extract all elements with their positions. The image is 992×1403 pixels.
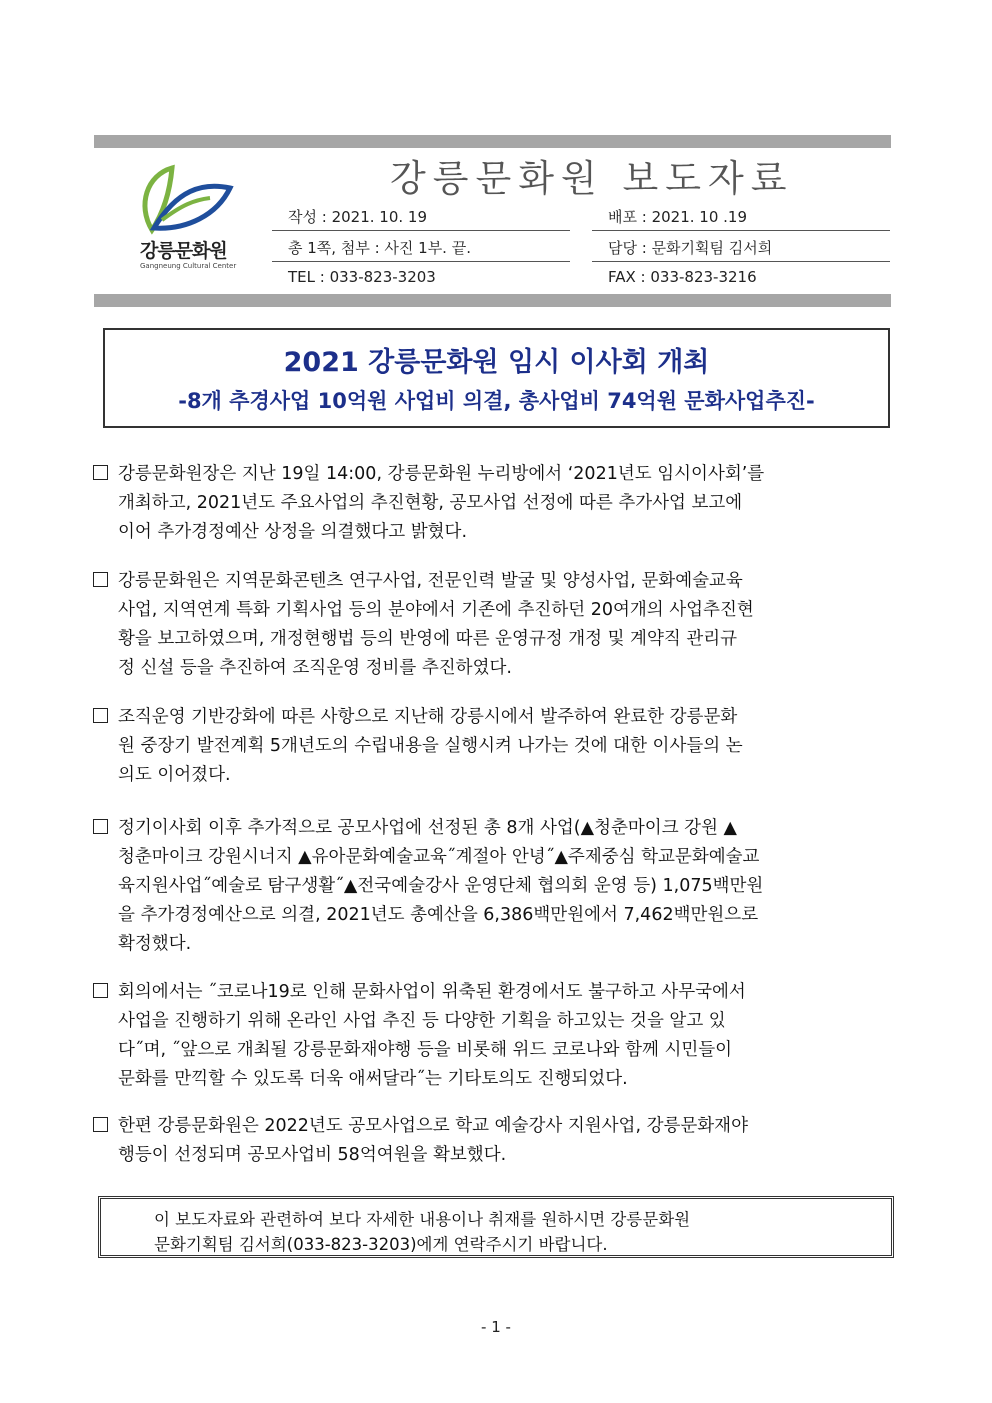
paragraph-line: 정 신설 등을 추진하여 조직운영 정비를 추진하였다.: [118, 658, 512, 678]
header-bottom-bar: [94, 294, 891, 307]
contact-line-1: 이 보도자료와 관련하여 보다 자세한 내용이나 취재를 원하시면 강릉문화원: [154, 1210, 691, 1229]
page-count: 총 1쪽, 첨부 : 사진 1부. 끝.: [288, 239, 471, 257]
paragraph-3: [93, 703, 898, 790]
paragraph-line: 문화를 만끽할 수 있도록 더욱 애써달라˝는 기타토의도 진행되었다.: [118, 1069, 628, 1089]
paragraph-line: 강릉문화원장은 지난 19일 14:00, 강릉문화원 누리방에서 ‘2021년도 임시이사회’를: [118, 464, 765, 484]
headline-subtitle: -8개 추경사업 10억원 사업비 의결, 총사업비 74억원 문화사업추진-: [178, 389, 815, 413]
contact-line-2: 문화기획팀 김서희(033-823-3203)에게 연락주시기 바랍니다.: [154, 1235, 608, 1254]
meta-divider: [592, 261, 890, 262]
fax-number: FAX : 033-823-3216: [608, 268, 757, 286]
checkbox-bullet-icon: [93, 1117, 108, 1132]
contact-box: [98, 1196, 894, 1258]
paragraph-line: 사업, 지역연계 특화 기획사업 등의 분야에서 기존에 추진하던 20여개의 사업추진현: [118, 600, 754, 620]
paragraph-line: 사업을 진행하기 위해 온라인 사업 추진 등 다양한 기획을 하고있는 것을 알고 있: [118, 1011, 726, 1031]
contact-person: 담당 : 문화기획팀 김서희: [608, 239, 773, 257]
paragraph-line: 이어 추가경정예산 상정을 의결했다고 밝혔다.: [118, 522, 468, 542]
paragraph-line: 황을 보고하였으며, 개정현행법 등의 반영에 따른 운영규정 개정 및 계약직 관리규: [118, 629, 738, 649]
checkbox-bullet-icon: [93, 983, 108, 998]
paragraph-line: 육지원사업˝예술로 탐구생활˝▲전국예술강사 운영단체 협의회 운영 등) 1,075백만원: [118, 876, 764, 896]
paragraph-line: 강릉문화원은 지역문화콘텐츠 연구사업, 전문인력 발굴 및 양성사업, 문화예술교육: [118, 571, 743, 591]
paragraph-line: 원 중장기 발전계획 5개년도의 수립내용을 실행시켜 나가는 것에 대한 이사들의 논: [118, 736, 743, 756]
paragraph-line: 정기이사회 이후 추가적으로 공모사업에 선정된 총 8개 사업(▲청춘마이크 강원 ▲: [118, 818, 737, 838]
distribution-date: 배포 : 2021. 10 .19: [608, 208, 747, 226]
checkbox-bullet-icon: [93, 572, 108, 587]
tel-number: TEL : 033-823-3203: [288, 268, 436, 286]
paragraph-line: 한편 강릉문화원은 2022년도 공모사업으로 학교 예술강사 지원사업, 강릉문화재야: [118, 1116, 748, 1136]
paragraph-6: [93, 1112, 898, 1170]
meta-divider: [272, 261, 570, 262]
paragraph-line: 행등이 선정되며 공모사업비 58억여원을 확보했다.: [118, 1145, 507, 1165]
headline-title: 2021 강릉문화원 임시 이사회 개최: [283, 347, 710, 378]
checkbox-bullet-icon: [93, 465, 108, 480]
page-number: - 1 -: [481, 1318, 511, 1336]
paragraph-line: 개최하고, 2021년도 주요사업의 추진현황, 공모사업 선정에 따른 추가사업 보고에: [118, 493, 743, 513]
paragraph-line: 의도 이어졌다.: [118, 765, 231, 785]
paragraph-line: 조직운영 기반강화에 따른 사항으로 지난해 강릉시에서 발주하여 완료한 강릉문화: [118, 707, 738, 727]
meta-divider: [272, 230, 570, 231]
paragraph-5: [93, 978, 898, 1094]
paragraph-1: [93, 460, 898, 547]
document-title: 강릉문화원 보도자료: [390, 157, 794, 200]
meta-divider: [592, 230, 890, 231]
checkbox-bullet-icon: [93, 819, 108, 834]
paragraph-line: 을 추가경정예산으로 의결, 2021년도 총예산을 6,386백만원에서 7,462백만원으로: [118, 905, 759, 925]
headline-box: [103, 328, 890, 428]
paragraph-2: [93, 567, 898, 683]
paragraph-line: 회의에서는 ˝코로나19로 인해 문화사업이 위축된 환경에서도 불구하고 사무국에서: [118, 982, 746, 1002]
written-date: 작성 : 2021. 10. 19: [288, 208, 427, 226]
logo-name: 강릉문화원: [140, 240, 227, 262]
paragraph-line: 청춘마이크 강원시너지 ▲유아문화예술교육˝계절아 안녕˝▲주제중심 학교문화예술교: [118, 847, 760, 867]
header-top-bar: [94, 135, 891, 148]
checkbox-bullet-icon: [93, 708, 108, 723]
logo-subtitle: Gangneung Cultural Center: [140, 262, 237, 270]
paragraph-4: [93, 814, 898, 959]
paragraph-line: 확정했다.: [118, 934, 192, 954]
paragraph-line: 다˝며, ˝앞으로 개최될 강릉문화재야행 등을 비롯해 위드 코로나와 함께 시민들이: [118, 1040, 733, 1060]
logo-leaf-icon: [132, 160, 242, 240]
